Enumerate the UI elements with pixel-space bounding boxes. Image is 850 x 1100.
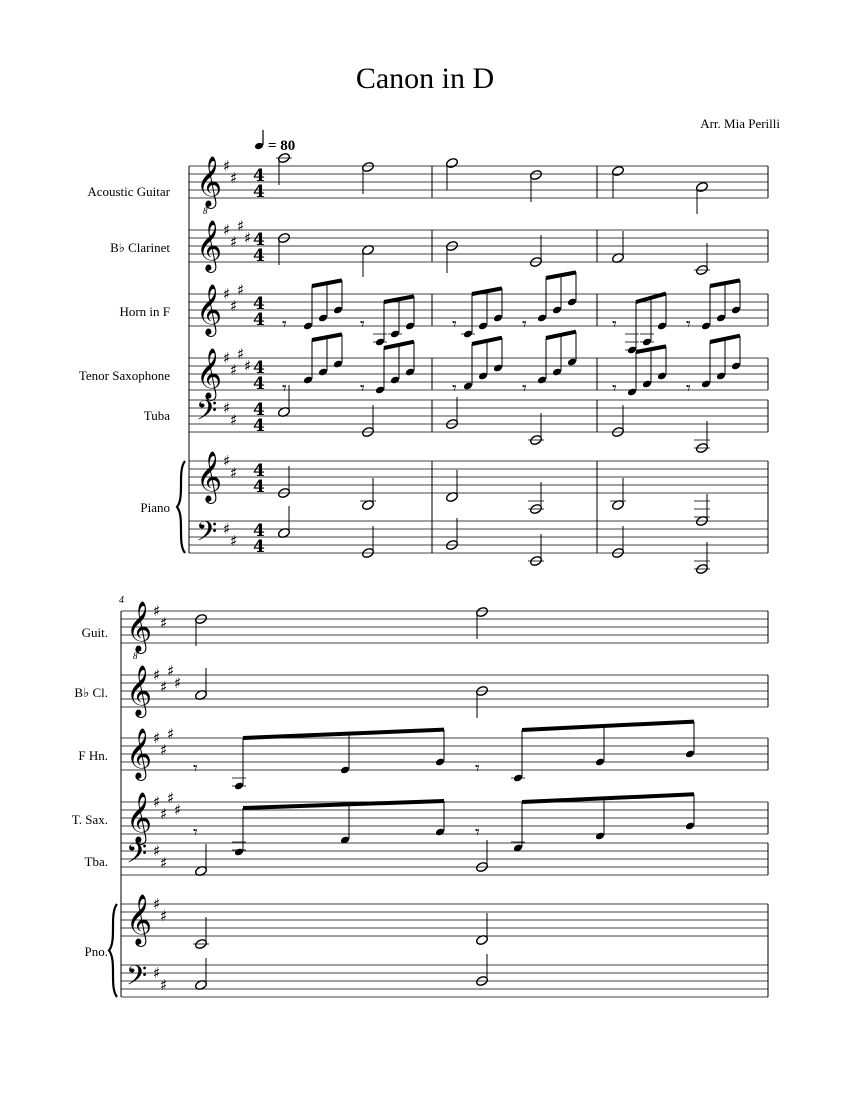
half-note: [611, 526, 624, 559]
svg-text:𝄞: 𝄞: [196, 451, 223, 502]
key-signature: [223, 157, 237, 187]
svg-text:4: 4: [253, 310, 265, 330]
svg-text:8: 8: [203, 206, 208, 216]
half-note: [445, 397, 458, 430]
svg-text:4: 4: [253, 230, 265, 250]
svg-text:4: 4: [253, 374, 265, 394]
half-note: [361, 244, 374, 277]
composer-credit: Arr. Mia Perilli: [700, 116, 780, 131]
key-signature: [223, 520, 237, 550]
svg-text:𝄞: 𝄞: [196, 348, 223, 399]
bass-clef-icon: [126, 959, 147, 998]
time-signature: [253, 230, 265, 266]
eighth-rest-icon: 𝄾: [686, 378, 691, 399]
svg-text:𝄞: 𝄞: [126, 601, 153, 652]
svg-text:♯: ♯: [174, 674, 182, 692]
treble-clef-icon: [196, 156, 222, 216]
svg-text:♯: ♯: [160, 678, 168, 696]
treble-clef-icon: [196, 284, 222, 337]
treble-clef-icon: [126, 601, 152, 661]
eighth-note-group: [627, 346, 667, 396]
half-note: [194, 958, 207, 991]
svg-text:♯: ♯: [244, 357, 252, 375]
half-note: [360, 478, 376, 511]
svg-text:4: 4: [253, 358, 265, 378]
svg-text:♯: ♯: [237, 281, 245, 299]
eighth-note-group: [461, 288, 503, 338]
instrument-label-guitar: Acoustic Guitar: [87, 184, 170, 199]
bass-clef-icon: [126, 837, 147, 876]
svg-text:♯: ♯: [223, 285, 231, 303]
key-signature: [153, 842, 167, 872]
half-note: [277, 466, 290, 499]
eighth-note-group: [232, 801, 445, 857]
eighth-rest-icon: 𝄾: [452, 378, 457, 399]
bass-clef-icon: [196, 394, 217, 433]
eighth-note-group: [511, 722, 695, 783]
svg-text:♯: ♯: [223, 452, 231, 470]
svg-text:♯: ♯: [153, 793, 161, 811]
svg-text:4: 4: [253, 166, 265, 186]
svg-text:♯: ♯: [230, 297, 238, 315]
svg-text:♯: ♯: [153, 666, 161, 684]
svg-text:♯: ♯: [153, 729, 161, 747]
svg-text:𝄞: 𝄞: [196, 220, 223, 271]
staff-tuba-2: [121, 843, 768, 875]
eighth-rest-icon: 𝄾: [193, 822, 198, 843]
eighth-rest-icon: 𝄾: [522, 314, 527, 335]
treble-clef-icon: [126, 894, 152, 947]
svg-text:♯: ♯: [223, 349, 231, 367]
key-signature: [223, 452, 237, 482]
svg-text:𝄢: 𝄢: [126, 959, 148, 998]
svg-text:♯: ♯: [153, 602, 161, 620]
eighth-rest-icon: 𝄾: [282, 314, 287, 335]
svg-text:♯: ♯: [167, 662, 175, 680]
svg-text:♯: ♯: [223, 221, 231, 239]
half-note: [475, 954, 488, 987]
eighth-rest-icon: 𝄾: [475, 758, 480, 779]
instrument-label-clarinet-short: B♭ Cl.: [74, 685, 108, 700]
tempo-marking: [254, 130, 295, 154]
half-note: [528, 534, 544, 567]
eighth-rest-icon: 𝄾: [612, 378, 617, 399]
svg-text:♯: ♯: [174, 801, 182, 819]
half-note: [475, 685, 488, 718]
treble-clef-icon: [126, 728, 152, 781]
eighth-note-group: [303, 334, 343, 384]
svg-text:♯: ♯: [230, 233, 238, 251]
svg-text:4: 4: [253, 477, 265, 497]
svg-text:♯: ♯: [244, 229, 252, 247]
piano-brace: [177, 461, 185, 553]
treble-clef-icon: [196, 451, 222, 504]
svg-text:♯: ♯: [160, 976, 168, 994]
eighth-rest-icon: 𝄾: [193, 758, 198, 779]
svg-text:♯: ♯: [160, 805, 168, 823]
half-note: [611, 231, 624, 264]
instrument-label-horn-short: F Hn.: [78, 748, 108, 763]
staff-piano-bass: [189, 521, 768, 553]
svg-text:8: 8: [133, 651, 138, 661]
svg-text:4: 4: [253, 521, 265, 541]
instrument-label-sax: Tenor Saxophone: [78, 368, 170, 383]
treble-clef-icon: [126, 665, 152, 718]
eighth-note-group: [511, 794, 695, 852]
instrument-label-piano: Piano: [140, 500, 170, 515]
half-note: [694, 542, 710, 575]
time-signature: [253, 400, 265, 436]
eighth-note-group: [463, 338, 503, 391]
eighth-rest-icon: 𝄾: [612, 314, 617, 335]
half-note: [445, 518, 458, 551]
svg-text:𝄞: 𝄞: [126, 728, 153, 779]
staff-clarinet-2: [121, 675, 768, 707]
eighth-rest-icon: 𝄾: [360, 378, 365, 399]
time-signature: [253, 461, 265, 497]
staff-clarinet: [189, 230, 768, 262]
key-signature: [153, 964, 167, 994]
half-note: [528, 482, 544, 515]
svg-text:♯: ♯: [160, 854, 168, 872]
key-signature: [153, 895, 167, 925]
eighth-rest-icon: 𝄾: [282, 378, 287, 399]
eighth-rest-icon: 𝄾: [360, 314, 365, 335]
svg-text:4: 4: [253, 461, 265, 481]
half-note: [528, 413, 544, 446]
svg-text:4: 4: [253, 537, 265, 557]
half-note: [445, 470, 458, 503]
half-note: [694, 421, 710, 454]
instrument-label-tuba: Tuba: [143, 408, 170, 423]
svg-text:♯: ♯: [230, 361, 238, 379]
instrument-label-guitar-short: Guit.: [81, 625, 108, 640]
half-note: [475, 913, 488, 946]
svg-text:♯: ♯: [153, 964, 161, 982]
time-signature: [253, 294, 265, 330]
half-note: [695, 181, 708, 214]
key-signature: [153, 602, 167, 632]
half-note: [277, 232, 290, 265]
eighth-note-group: [232, 730, 445, 791]
staff-piano-treble-2: [121, 904, 768, 936]
half-note: [194, 844, 207, 877]
svg-text:♯: ♯: [223, 520, 231, 538]
svg-text:♯: ♯: [223, 157, 231, 175]
svg-text:♯: ♯: [230, 532, 238, 550]
tempo-value: = 80: [268, 138, 296, 154]
eighth-note-group: [375, 342, 415, 395]
half-note: [445, 240, 458, 273]
piano-brace: [109, 904, 117, 997]
svg-text:♯: ♯: [230, 411, 238, 429]
svg-text:𝄞: 𝄞: [126, 894, 153, 945]
measure-number: 4: [119, 595, 124, 606]
eighth-note-group: [303, 280, 343, 330]
svg-text:4: 4: [253, 182, 265, 202]
half-note: [475, 840, 488, 873]
staff-piano-bass-2: [121, 965, 768, 997]
staff-horn: [189, 294, 768, 326]
instrument-label-piano-short: Pno.: [84, 944, 108, 959]
svg-text:♯: ♯: [237, 345, 245, 363]
half-note: [361, 405, 374, 438]
svg-text:𝄢: 𝄢: [196, 394, 218, 433]
eighth-rest-icon: 𝄾: [522, 378, 527, 399]
half-note: [611, 165, 624, 198]
eighth-note-group: [537, 272, 577, 322]
staff-guitar: [189, 166, 768, 198]
svg-text:♯: ♯: [153, 895, 161, 913]
svg-text:♯: ♯: [153, 842, 161, 860]
svg-text:𝄞: 𝄞: [196, 284, 223, 335]
half-note: [694, 494, 710, 527]
svg-text:♯: ♯: [230, 464, 238, 482]
half-note: [445, 157, 458, 190]
key-signature: [223, 399, 237, 429]
svg-text:4: 4: [253, 294, 265, 314]
svg-text:♯: ♯: [160, 907, 168, 925]
svg-text:𝄢: 𝄢: [126, 837, 148, 876]
svg-text:𝄞: 𝄞: [126, 792, 153, 843]
instrument-label-sax-short: T. Sax.: [71, 812, 108, 827]
svg-text:♯: ♯: [160, 614, 168, 632]
half-note: [277, 506, 290, 539]
instrument-label-tuba-short: Tba.: [84, 854, 108, 869]
half-note: [194, 668, 207, 701]
time-signature: [253, 521, 265, 557]
bass-clef-icon: [196, 515, 217, 554]
svg-text:♯: ♯: [167, 725, 175, 743]
time-signature: [253, 358, 265, 394]
svg-text:𝄞: 𝄞: [196, 156, 223, 207]
staff-systems: [72, 152, 768, 998]
staff-piano-treble: [189, 461, 768, 493]
half-note: [529, 235, 542, 268]
svg-text:♯: ♯: [237, 217, 245, 235]
eighth-rest-icon: 𝄾: [686, 314, 691, 335]
svg-text:♯: ♯: [160, 741, 168, 759]
score-title: Canon in D: [355, 62, 495, 95]
half-note: [361, 526, 374, 559]
time-signature: [253, 166, 265, 202]
instrument-label-clarinet: B♭ Clarinet: [110, 240, 170, 255]
half-note: [193, 917, 209, 950]
svg-text:4: 4: [253, 400, 265, 420]
svg-text:4: 4: [253, 416, 265, 436]
svg-text:♯: ♯: [167, 789, 175, 807]
half-note: [694, 243, 710, 276]
eighth-rest-icon: 𝄾: [452, 314, 457, 335]
svg-text:♯: ♯: [223, 399, 231, 417]
treble-clef-icon: [196, 220, 222, 273]
staff-guitar-2: [121, 611, 768, 643]
staff-sax: [189, 358, 768, 390]
svg-text:𝄞: 𝄞: [126, 665, 153, 716]
instrument-label-horn: Horn in F: [119, 304, 170, 319]
svg-text:♯: ♯: [230, 169, 238, 187]
eighth-note-group: [373, 296, 415, 346]
half-note: [276, 152, 292, 185]
eighth-note-group: [701, 336, 741, 389]
svg-text:𝄢: 𝄢: [196, 515, 218, 554]
eighth-rest-icon: 𝄾: [475, 822, 480, 843]
svg-text:4: 4: [253, 246, 265, 266]
staff-tuba: [189, 400, 768, 432]
eighth-note-group: [701, 280, 741, 330]
half-note: [194, 613, 207, 646]
half-note: [610, 478, 626, 511]
half-note: [611, 405, 624, 438]
